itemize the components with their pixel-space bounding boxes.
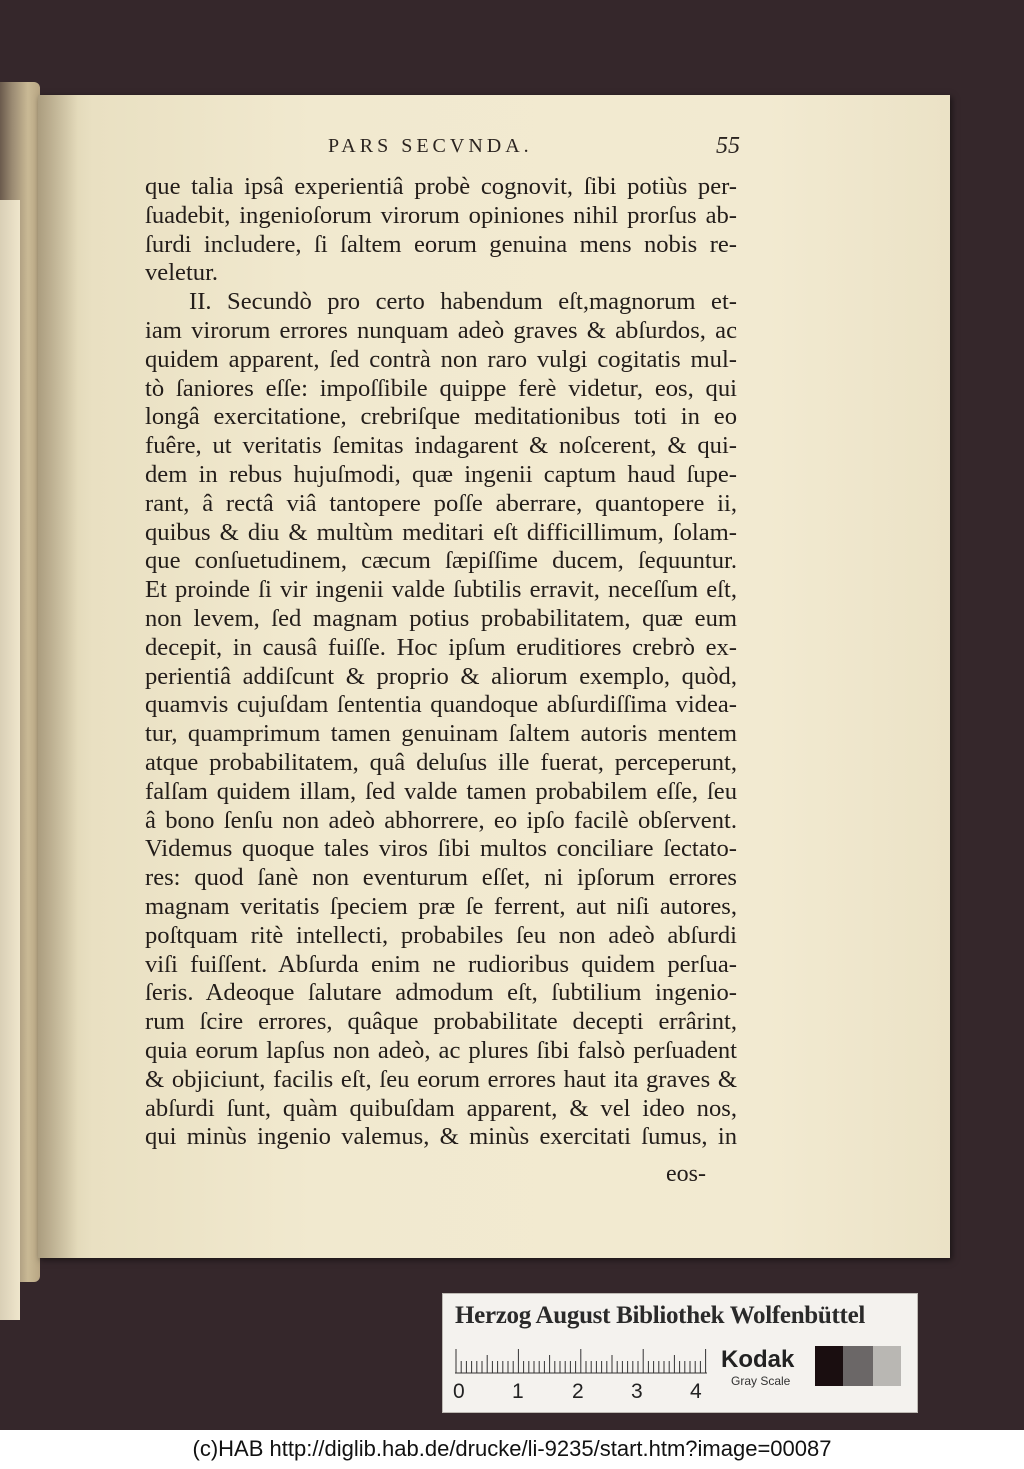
- text-line: ſuadebit, ingenioſorum virorum opiniones nihil prorſus ab-: [145, 201, 737, 229]
- text-line: tur, quamprimum tamen genuinam ſaltem autoris mentem: [145, 720, 737, 748]
- gray-scale-label: Gray Scale: [731, 1374, 791, 1388]
- text-line: que conſuetudinem, cæcum ſæpiſſime ducem, ſequuntur.: [145, 547, 737, 575]
- left-page-edge: [0, 82, 40, 1282]
- left-page-edge-inner: [0, 200, 20, 1320]
- gutter-shadow: [38, 95, 78, 1258]
- running-head: PARS SECVNDA.: [328, 135, 533, 157]
- text-line: que talia ipsâ experientiâ probè cognovit, ſibi potiùs per-: [145, 173, 737, 200]
- ruler-icon: [455, 1348, 707, 1374]
- text-line: fuêre, ut veritatis ſemitas indagarent & noſcerent, & qui-: [145, 432, 737, 460]
- text-line: â bono ſenſu non adeò abhorrere, eo ipſo facilè obſervent.: [145, 806, 737, 834]
- text-line: rant, â rectâ viâ tantopere poſſe aberrare, quantopere ii,: [145, 489, 737, 517]
- footer-bar: [0, 1430, 1024, 1469]
- text-line: ſeris. Adeoque ſalutare admodum eſt, ſubtilium ingenio-: [145, 979, 737, 1007]
- scale-number: 1: [512, 1380, 524, 1403]
- text-line: non levem, ſed magnam potius probabilitatem, quæ eum: [145, 604, 737, 632]
- text-line: quamvis cujuſdam ſententia quandoque abſurdiſſima videa-: [145, 691, 737, 719]
- source-url: (c)HAB http://diglib.hab.de/drucke/li-9235/start.htm?image=00087: [192, 1436, 832, 1461]
- text-line: decepit, in causâ fuiſſe. Hoc ipſum eruditiores crebrò ex-: [145, 633, 737, 661]
- library-name: Herzog August Bibliothek Wolfenbüttel: [455, 1302, 866, 1329]
- catchword: eos-: [666, 1161, 706, 1187]
- text-line: Et proinde ſi vir ingenii valde ſubtilis erravit, neceſſum eſt,: [145, 576, 737, 604]
- gray-swatch: [843, 1346, 873, 1386]
- text-line: ſurdi includere, ſi ſaltem eorum genuina mens nobis re-: [145, 230, 737, 258]
- scale-number: 3: [631, 1380, 643, 1403]
- text-line: atque probabilitatem, quâ deluſus ille fuerat, perceperunt,: [145, 748, 737, 776]
- text-line: quidem apparent, ſed contrà non raro vulgi cogitatis mul-: [145, 345, 737, 373]
- text-line: Videmus quoque tales viros ſibi multos conciliare ſectato-: [145, 835, 737, 863]
- gray-swatch: [873, 1346, 901, 1386]
- text-line: quibus & diu & multùm meditari eſt difficillimum, ſolam-: [145, 518, 737, 546]
- gray-swatch: [901, 1346, 909, 1386]
- text-line: qui minùs ingenio valemus, & minùs exercitati ſumus, in: [145, 1123, 737, 1151]
- text-line: dem in rebus hujuſmodi, quæ ingenii captum haud ſupe-: [145, 460, 737, 488]
- body-text: [145, 173, 737, 1152]
- book-page: [38, 95, 950, 1258]
- text-line: poſtquam ritè intellecti, probabiles ſeu non adeò abſurdi: [145, 921, 737, 949]
- kodak-logo: Kodak: [721, 1346, 795, 1373]
- text-line: tò ſaniores eſſe: impoſſibile quippe ferè videtur, eos, qui: [145, 374, 737, 402]
- text-line: rum ſcire errores, quâque probabilitate decepti errârint,: [145, 1008, 737, 1036]
- text-line: viſi fuiſſent. Abſurda enim ne rudioribus quidem perſua-: [145, 950, 737, 978]
- text-line: quia eorum lapſus non adeò, ac plures ſibi falsò perſuadent: [145, 1036, 737, 1064]
- color-scale-card: [442, 1293, 918, 1413]
- scale-number: 4: [690, 1380, 702, 1403]
- text-line: iam virorum errores nunquam adeò graves & abſurdos, ac: [145, 316, 737, 344]
- text-line: & objiciunt, facilis eſt, ſeu eorum errores haut ita graves &: [145, 1065, 737, 1093]
- text-line: longâ exercitatione, crebriſque meditationibus toti in eo: [145, 403, 737, 431]
- text-line: II. Secundò pro certo habendum eſt,magnorum et-: [189, 288, 737, 316]
- text-line: veletur.: [145, 259, 219, 287]
- text-line: perientiâ addiſcunt & proprio & aliorum exemplo, quòd,: [145, 662, 737, 690]
- scale-number: 2: [572, 1380, 584, 1403]
- page-number: 55: [716, 133, 740, 159]
- gray-swatch: [815, 1346, 843, 1386]
- text-line: falſam quidem illam, ſed valde tamen probabilem eſſe, ſeu: [145, 777, 737, 805]
- text-line: magnam veritatis ſpeciem præ ſe ferrent, aut niſi autores,: [145, 892, 737, 920]
- scale-number: 0: [453, 1380, 465, 1403]
- text-line: abſurdi ſunt, quàm quibuſdam apparent, & vel ideo nos,: [145, 1094, 737, 1122]
- text-line: res: quod ſanè non eventurum eſſet, ni ipſorum errores: [145, 864, 737, 892]
